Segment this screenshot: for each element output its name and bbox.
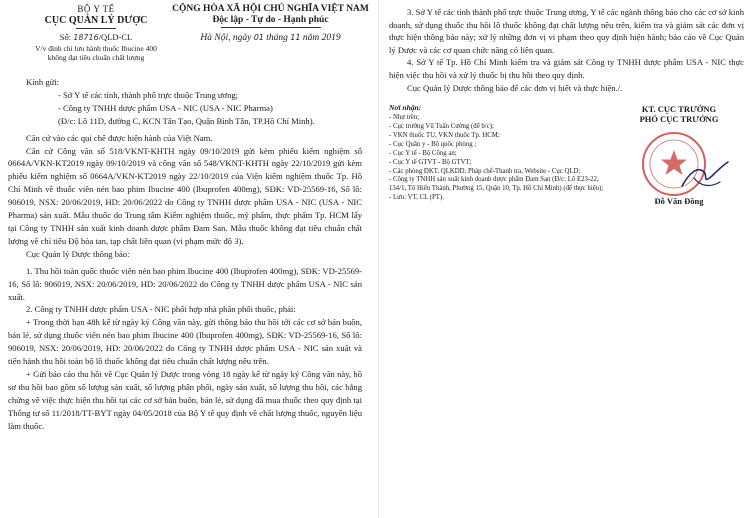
body-paragraph: 3. Sở Y tế các tỉnh thành phố trực thuộc Trung ương, Y tế các ngành thông báo cho các cơ sở kinh doanh, sử dụng thuốc thu hồi lô thuốc không đạt chất lượng nêu trên, kiểm tra và giám sát các đơn vị thực hiện thông báo này; xử lý những đơn vị vi phạm theo quy định hiện hành; báo cáo về Cục Quản lý Dược và các cơ quan chức năng có liên quan. bbox=[389, 7, 744, 55]
national-motto: Độc lập - Tự do - Hạnh phúc bbox=[212, 15, 329, 25]
recipients-block bbox=[8, 76, 362, 128]
letter-body bbox=[8, 76, 362, 432]
document-header bbox=[8, 4, 369, 74]
page-1 bbox=[0, 0, 370, 518]
subject-line bbox=[26, 44, 166, 62]
body-paragraph: + Trong thời hạn 48h kể từ ngày ký Công văn này, gửi thông báo thu hồi tới các cơ sở bán buôn, bán lẻ, sử dụng thuốc viên nén bao phim Ibucine 400 (Ibuprofen 400mg), SĐK: VD-25569-16, Số lô: 906019, NSX: 20/06/2019, HD: 20/06/2022 do Công ty TNHH dược phẩm USA - NIC sản xuất và tiến hành thu hồi toàn bộ lô thuốc không đạt tiêu chuẩn chất lượng nêu trên. bbox=[8, 317, 362, 367]
recipient-item: - Công ty TNHH dược phẩm USA - NIC (USA - NIC Pharma) bbox=[58, 102, 273, 113]
subject-line-1: V/v đình chỉ lưu hành thuốc Ibucine 400 bbox=[35, 44, 157, 53]
distribution-item: - Công ty TNHH sản xuất kinh doanh dược phẩm Đam San (Đ/c: Lô E23-22, 134/1, Tô Hiến Thành, Phường 15, Quận 10, Tp. Hồ Chí Minh) (để thực hiện); bbox=[389, 176, 604, 193]
noi-nhan-title: Nơi nhận: bbox=[389, 103, 422, 113]
header-divider bbox=[76, 28, 116, 29]
recipient-item: (Đ/c: Lô 11D, đường C, KCN Tân Tạo, Quận Bình Tân, TP.Hồ Chí Minh). bbox=[58, 115, 315, 126]
date-month: 11 bbox=[290, 33, 301, 42]
kinh-gui-label: Kính gửi: bbox=[26, 77, 60, 87]
national-header bbox=[168, 4, 370, 43]
recipient-list bbox=[26, 89, 362, 128]
subject-line-2: không đạt tiêu chuẩn chất lượng bbox=[47, 53, 145, 62]
document-number bbox=[26, 32, 166, 42]
issue-date bbox=[168, 33, 370, 43]
recipient-item: - Sở Y tế các tỉnh, thành phố trực thuộc Trung ương; bbox=[58, 89, 239, 100]
doc-number-suffix: /QLD-CL bbox=[98, 32, 133, 42]
doc-number-handwritten: 18716 bbox=[73, 33, 99, 42]
signature-block bbox=[615, 104, 743, 206]
distribution-item: - Cục Y tế - Bộ Công an; bbox=[389, 149, 457, 157]
distribution-item: - Lưu: VT, CL (PT). bbox=[389, 194, 444, 202]
motto-divider bbox=[221, 27, 321, 28]
body-paragraph: Căn cứ Công văn số 518/VKNT-KHTH ngày 09/10/2019 gửi kèm phiếu kiểm nghiệm số 0664A/VKN-KT2019 ngày 09/10/2019 và công văn số 548/VKNT-KHTH ngày 22/10/2019 gửi kèm phiếu kiểm nghiệm số 0664A/VKN-KT2019 ngày 22/10/2019 của Viện kiểm nghiệm thuốc Tp. Hồ Chí Minh về thuốc viên nén bao phim Ibucine 400 (Ibuprofen 400mg), SĐK: VD-25569-16, Số lô: 906019, NSX: 20/06/2019, HD: 20/06/2022 do Công ty TNHH dược phẩm USA - NIC (USA - NIC Pharma) sản xuất. Mẫu thuốc do Trung tâm Kiểm nghiệm thuốc, mỹ phẩm, thực phẩm Tp. HCM lấy tại Công ty TNHH sản xuất kinh doanh dược phẩm Đam San. Mẫu thuốc không đạt tiêu chuẩn chất lượng về chỉ tiêu Độ hòa tan, tạp chất liên quan (vi phạm mức độ 3). bbox=[8, 145, 362, 246]
date-year: năm 2019 bbox=[302, 33, 341, 43]
sign-title-1: KT. CỤC TRƯỞNG bbox=[641, 104, 717, 115]
closing-section bbox=[389, 104, 744, 354]
official-seal-icon bbox=[624, 126, 734, 198]
body-paragraph: 4. Sở Y tế Tp. Hồ Chí Minh kiểm tra và giám sát Công ty TNHH dược phẩm USA - NIC thực hiện việc thu hồi và xử lý thuốc bị thu hồi theo quy định. bbox=[389, 57, 744, 80]
republic-name: CỘNG HÒA XÃ HỘI CHỦ NGHĨA VIỆT NAM bbox=[172, 4, 369, 14]
ministry-name: BỘ Y TẾ bbox=[77, 4, 115, 14]
issuer-block bbox=[26, 4, 166, 62]
department-name: CỤC QUẢN LÝ DƯỢC bbox=[44, 15, 148, 26]
doc-number-prefix: Số: bbox=[59, 32, 72, 42]
sign-title-2: PHÓ CỤC TRƯỞNG bbox=[639, 114, 719, 125]
date-place: Hà Nội, ngày bbox=[200, 33, 252, 43]
distribution-item: - Cục trưởng Vũ Tuấn Cường (để b/c); bbox=[389, 122, 494, 130]
date-day: 01 bbox=[253, 33, 264, 42]
body-paragraph: + Gửi báo cáo thu hồi về Cục Quản lý Dược trong vòng 18 ngày kể từ ngày ký Công văn này, hồ sơ thu hồi bao gồm số lượng sản xuất, số lượng phân phối, ngày sản xuất, số lượng thu hồi, các bằng chứng về việc thực hiện thu hồi tại các cơ sở bán buôn, bán lẻ, sử dụng đã mua thuốc theo quy định tại Thông tư số 11/2018/TT-BYT ngày 04/05/2018 của Bộ Y tế quy định về chất lượng thuốc, nguyên liệu làm thuốc. bbox=[8, 368, 362, 431]
body-paragraph: 1. Thu hồi toàn quốc thuốc viên nén bao phim Ibucine 400 (Ibuprofen 400mg), SĐK: VD-25569-16, Số lô: 906019, NSX: 20/06/2019, HD: 20/06/2022 do Công ty TNHH dược phẩm USA - NIC sản xuất. bbox=[8, 265, 362, 302]
body-paragraph: Cục Quản lý Dược thông báo: bbox=[26, 248, 130, 259]
distribution-item: - Cục Quân y - Bộ quốc phòng ; bbox=[389, 140, 477, 148]
signer-name: Đỗ Văn Đông bbox=[654, 196, 704, 207]
distribution-item: - Cục Y tế GTVT - Bộ GTVT; bbox=[389, 158, 472, 166]
body-paragraph: 2. Công ty TNHH dược phẩm USA - NIC phối hợp nhà phân phối thuốc, phải: bbox=[26, 304, 296, 315]
letter-body-continued bbox=[389, 6, 744, 94]
distribution-list bbox=[389, 104, 604, 203]
distribution-item: - Như trên; bbox=[389, 114, 420, 122]
page-2 bbox=[378, 0, 750, 518]
body-paragraph: Căn cứ vào các qui chế được hiện hành của Việt Nam. bbox=[26, 132, 213, 143]
distribution-item: - VKN thuốc TU, VKN thuốc Tp. HCM; bbox=[389, 131, 500, 139]
date-month-label: tháng bbox=[266, 33, 288, 43]
body-paragraph: Cục Quản lý Dược thông báo để các đơn vị biết và thực hiện./. bbox=[407, 82, 623, 93]
distribution-item: - Các phòng ĐKT, QLKDD, Pháp chế-Thanh tra, Website - Cục QLD; bbox=[389, 167, 581, 175]
